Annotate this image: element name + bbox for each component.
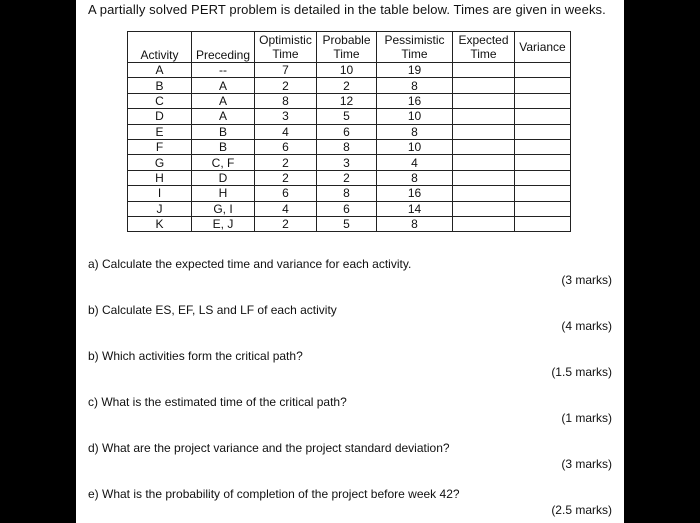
cell-optimistic: 2	[255, 170, 317, 185]
cell-preceding: --	[192, 63, 255, 78]
cell-preceding: G, I	[192, 201, 255, 216]
table-header-row	[128, 32, 571, 63]
cell-optimistic: 7	[255, 63, 317, 78]
cell-expected	[453, 216, 515, 231]
left-frame-border	[0, 0, 76, 523]
marks-a: (3 marks)	[561, 273, 612, 287]
cell-probable: 2	[317, 170, 377, 185]
marks-b-es-ef: (4 marks)	[561, 319, 612, 333]
header-expected: Expected Time	[453, 32, 515, 63]
cell-probable: 5	[317, 109, 377, 124]
cell-expected	[453, 93, 515, 108]
header-variance: Variance	[515, 32, 571, 63]
cell-pessimistic: 8	[377, 124, 453, 139]
question-d: d) What are the project variance and the project standard deviation?	[88, 441, 450, 455]
cell-expected	[453, 201, 515, 216]
cell-optimistic: 3	[255, 109, 317, 124]
marks-b-critical-path: (1.5 marks)	[551, 365, 612, 379]
cell-variance	[515, 93, 571, 108]
cell-preceding: A	[192, 109, 255, 124]
cell-pessimistic: 8	[377, 170, 453, 185]
header-optimistic: Optimistic Time	[255, 32, 317, 63]
cell-pessimistic: 8	[377, 78, 453, 93]
table-row	[128, 201, 571, 216]
cell-activity: J	[128, 201, 192, 216]
table-row	[128, 78, 571, 93]
cell-variance	[515, 186, 571, 201]
cell-expected	[453, 139, 515, 154]
table-row	[128, 170, 571, 185]
cell-probable: 10	[317, 63, 377, 78]
intro-text: A partially solved PERT problem is detailed in the table below. Times are given in weeks.	[88, 2, 606, 17]
cell-pessimistic: 10	[377, 139, 453, 154]
cell-preceding: D	[192, 170, 255, 185]
cell-pessimistic: 10	[377, 109, 453, 124]
cell-probable: 8	[317, 186, 377, 201]
question-b-es-ef: b) Calculate ES, EF, LS and LF of each activity	[88, 303, 337, 317]
cell-activity: C	[128, 93, 192, 108]
cell-preceding: B	[192, 124, 255, 139]
table-row	[128, 63, 571, 78]
cell-activity: E	[128, 124, 192, 139]
cell-variance	[515, 155, 571, 170]
cell-probable: 6	[317, 201, 377, 216]
cell-expected	[453, 155, 515, 170]
cell-variance	[515, 63, 571, 78]
cell-preceding: E, J	[192, 216, 255, 231]
cell-expected	[453, 78, 515, 93]
table-row	[128, 93, 571, 108]
question-c: c) What is the estimated time of the critical path?	[88, 395, 347, 409]
cell-variance	[515, 124, 571, 139]
cell-preceding: A	[192, 93, 255, 108]
cell-activity: F	[128, 139, 192, 154]
question-b-critical-path: b) Which activities form the critical path?	[88, 349, 303, 363]
cell-probable: 8	[317, 139, 377, 154]
cell-variance	[515, 216, 571, 231]
cell-optimistic: 2	[255, 155, 317, 170]
cell-activity: K	[128, 216, 192, 231]
cell-activity: D	[128, 109, 192, 124]
header-activity: Activity	[128, 32, 192, 63]
cell-pessimistic: 16	[377, 186, 453, 201]
table-row	[128, 109, 571, 124]
cell-preceding: H	[192, 186, 255, 201]
header-preceding: Preceding	[192, 32, 255, 63]
table-row	[128, 216, 571, 231]
cell-optimistic: 4	[255, 201, 317, 216]
marks-d: (3 marks)	[561, 457, 612, 471]
cell-optimistic: 8	[255, 93, 317, 108]
cell-expected	[453, 170, 515, 185]
cell-variance	[515, 139, 571, 154]
header-pessimistic: Pessimistic Time	[377, 32, 453, 63]
cell-expected	[453, 124, 515, 139]
cell-activity: A	[128, 63, 192, 78]
cell-optimistic: 2	[255, 216, 317, 231]
cell-probable: 2	[317, 78, 377, 93]
table-row	[128, 155, 571, 170]
table-row	[128, 124, 571, 139]
cell-activity: H	[128, 170, 192, 185]
cell-optimistic: 2	[255, 78, 317, 93]
cell-activity: G	[128, 155, 192, 170]
cell-preceding: C, F	[192, 155, 255, 170]
cell-pessimistic: 14	[377, 201, 453, 216]
cell-preceding: A	[192, 78, 255, 93]
cell-pessimistic: 8	[377, 216, 453, 231]
cell-variance	[515, 170, 571, 185]
cell-pessimistic: 4	[377, 155, 453, 170]
cell-expected	[453, 109, 515, 124]
header-probable: Probable Time	[317, 32, 377, 63]
cell-variance	[515, 201, 571, 216]
cell-activity: B	[128, 78, 192, 93]
table-row	[128, 186, 571, 201]
cell-variance	[515, 109, 571, 124]
question-e: e) What is the probability of completion of the project before week 42?	[88, 487, 460, 501]
table-row	[128, 139, 571, 154]
cell-probable: 5	[317, 216, 377, 231]
question-a: a) Calculate the expected time and variance for each activity.	[88, 257, 412, 271]
cell-probable: 12	[317, 93, 377, 108]
cell-preceding: B	[192, 139, 255, 154]
cell-expected	[453, 63, 515, 78]
cell-pessimistic: 19	[377, 63, 453, 78]
cell-expected	[453, 186, 515, 201]
cell-probable: 3	[317, 155, 377, 170]
marks-e: (2.5 marks)	[551, 503, 612, 517]
cell-activity: I	[128, 186, 192, 201]
pert-table	[127, 31, 571, 232]
cell-probable: 6	[317, 124, 377, 139]
cell-variance	[515, 78, 571, 93]
marks-c: (1 marks)	[561, 411, 612, 425]
cell-optimistic: 6	[255, 139, 317, 154]
right-frame-border	[624, 0, 700, 523]
cell-optimistic: 6	[255, 186, 317, 201]
cell-pessimistic: 16	[377, 93, 453, 108]
cell-optimistic: 4	[255, 124, 317, 139]
